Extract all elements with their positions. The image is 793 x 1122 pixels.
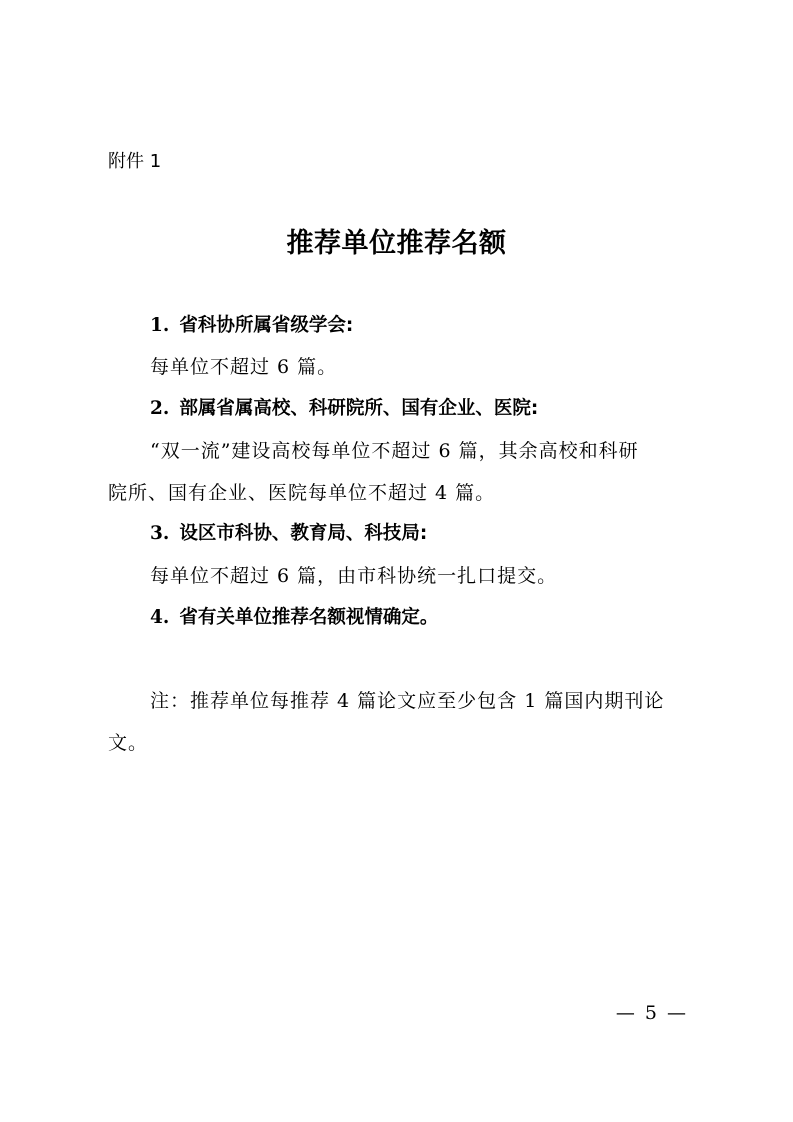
section-2-text-line-1: “双一流”建设高校每单位不超过 6 篇，其余高校和科研: [150, 440, 639, 462]
note-line-1: 注：推荐单位每推荐 4 篇论文应至少包含 1 篇国内期刊论: [150, 690, 665, 712]
section-1-heading: [150, 313, 353, 339]
section-4-title: 省有关单位推荐名额视情确定。: [179, 607, 439, 628]
attachment-label: 附件 1: [108, 151, 162, 172]
section-2-number: 2.: [150, 398, 170, 419]
section-3-number: 3.: [150, 523, 170, 544]
section-3-text: 每单位不超过 6 篇，由市科协统一扎口提交。: [150, 565, 558, 587]
section-2-text-line-2: 院所、国有企业、医院每单位不超过 4 篇。: [108, 482, 496, 504]
section-2-heading: [150, 396, 538, 422]
section-2-title: 部属省属高校、科研院所、国有企业、医院:: [179, 398, 539, 419]
section-3-heading: [150, 521, 427, 547]
document-title: 推荐单位推荐名额: [286, 228, 507, 259]
section-4-number: 4.: [150, 607, 170, 628]
section-1-text: 每单位不超过 6 篇。: [150, 356, 338, 378]
section-4-heading: [150, 605, 438, 631]
note-line-2: 文。: [108, 732, 149, 754]
page-number: — 5 —: [615, 1002, 688, 1024]
section-3-title: 设区市科协、教育局、科技局:: [179, 523, 428, 544]
section-1-title: 省科协所属省级学会:: [179, 315, 354, 336]
section-1-number: 1.: [150, 315, 170, 336]
